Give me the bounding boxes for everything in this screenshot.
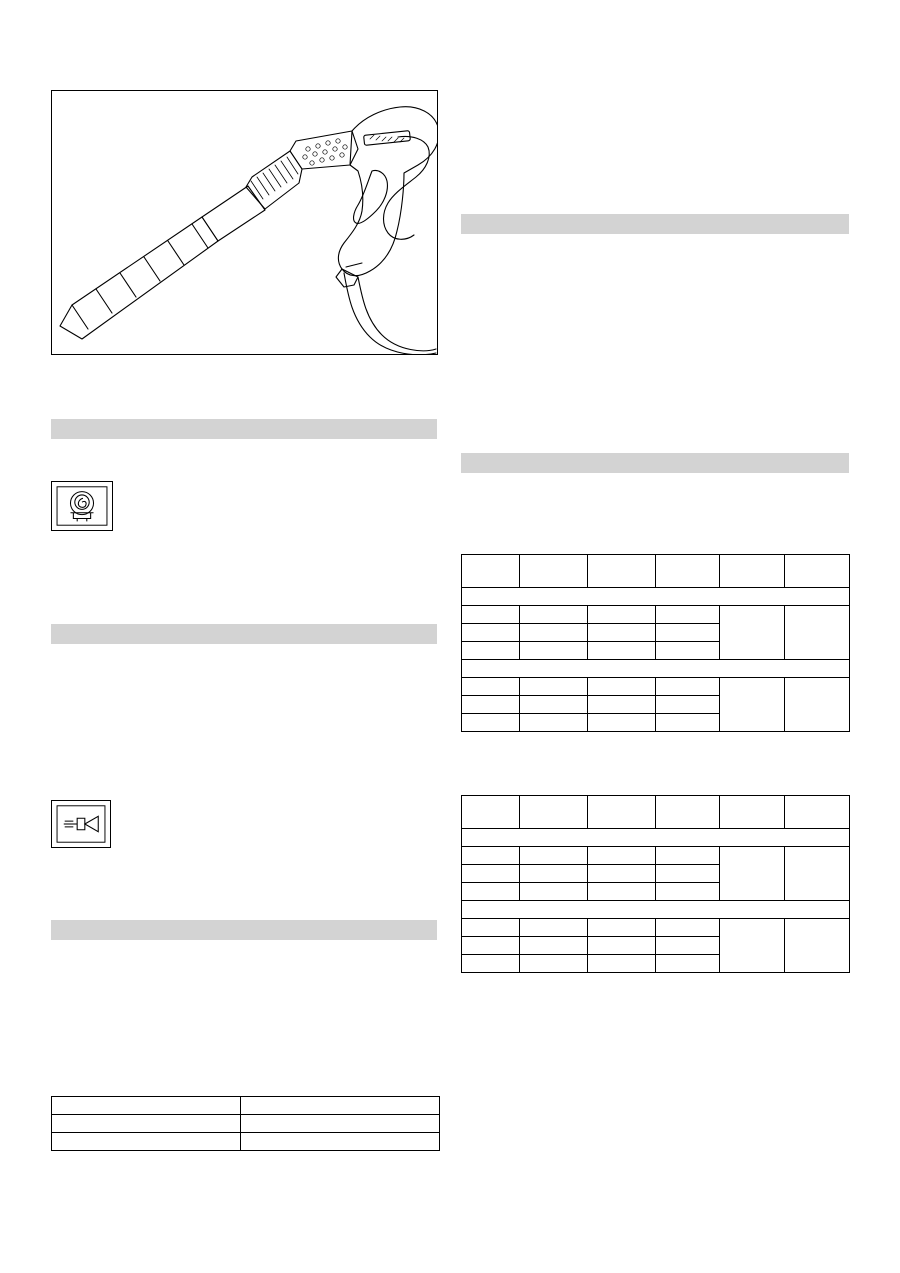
spray-gun-with-lance-illustration (52, 91, 437, 354)
figure-spray-gun (51, 90, 438, 355)
table-row (462, 606, 850, 624)
specification-table-2 (461, 795, 850, 973)
table-group-row (462, 829, 850, 847)
table-group-row (462, 588, 850, 606)
table-row (52, 1133, 440, 1151)
table-row (462, 678, 850, 696)
table-row (52, 1097, 440, 1115)
table-row (462, 847, 850, 865)
specification-table-small (51, 1096, 440, 1151)
section-header-right-2 (461, 453, 849, 473)
table-row (52, 1115, 440, 1133)
rotary-nozzle-icon (52, 482, 112, 530)
table-row (462, 919, 850, 937)
table-group-row (462, 901, 850, 919)
section-header-right-1 (461, 214, 849, 234)
table-group-row (462, 660, 850, 678)
table-header-row (462, 796, 850, 829)
pictogram-nozzle-rotary (51, 481, 113, 531)
spray-jet-icon (52, 801, 110, 847)
pictogram-spray-jet (51, 800, 111, 848)
section-header-left-2 (51, 624, 437, 644)
section-header-left-3 (51, 920, 437, 940)
section-header-left-1 (51, 419, 437, 439)
specification-table-1 (461, 554, 850, 732)
table-header-row (462, 555, 850, 588)
